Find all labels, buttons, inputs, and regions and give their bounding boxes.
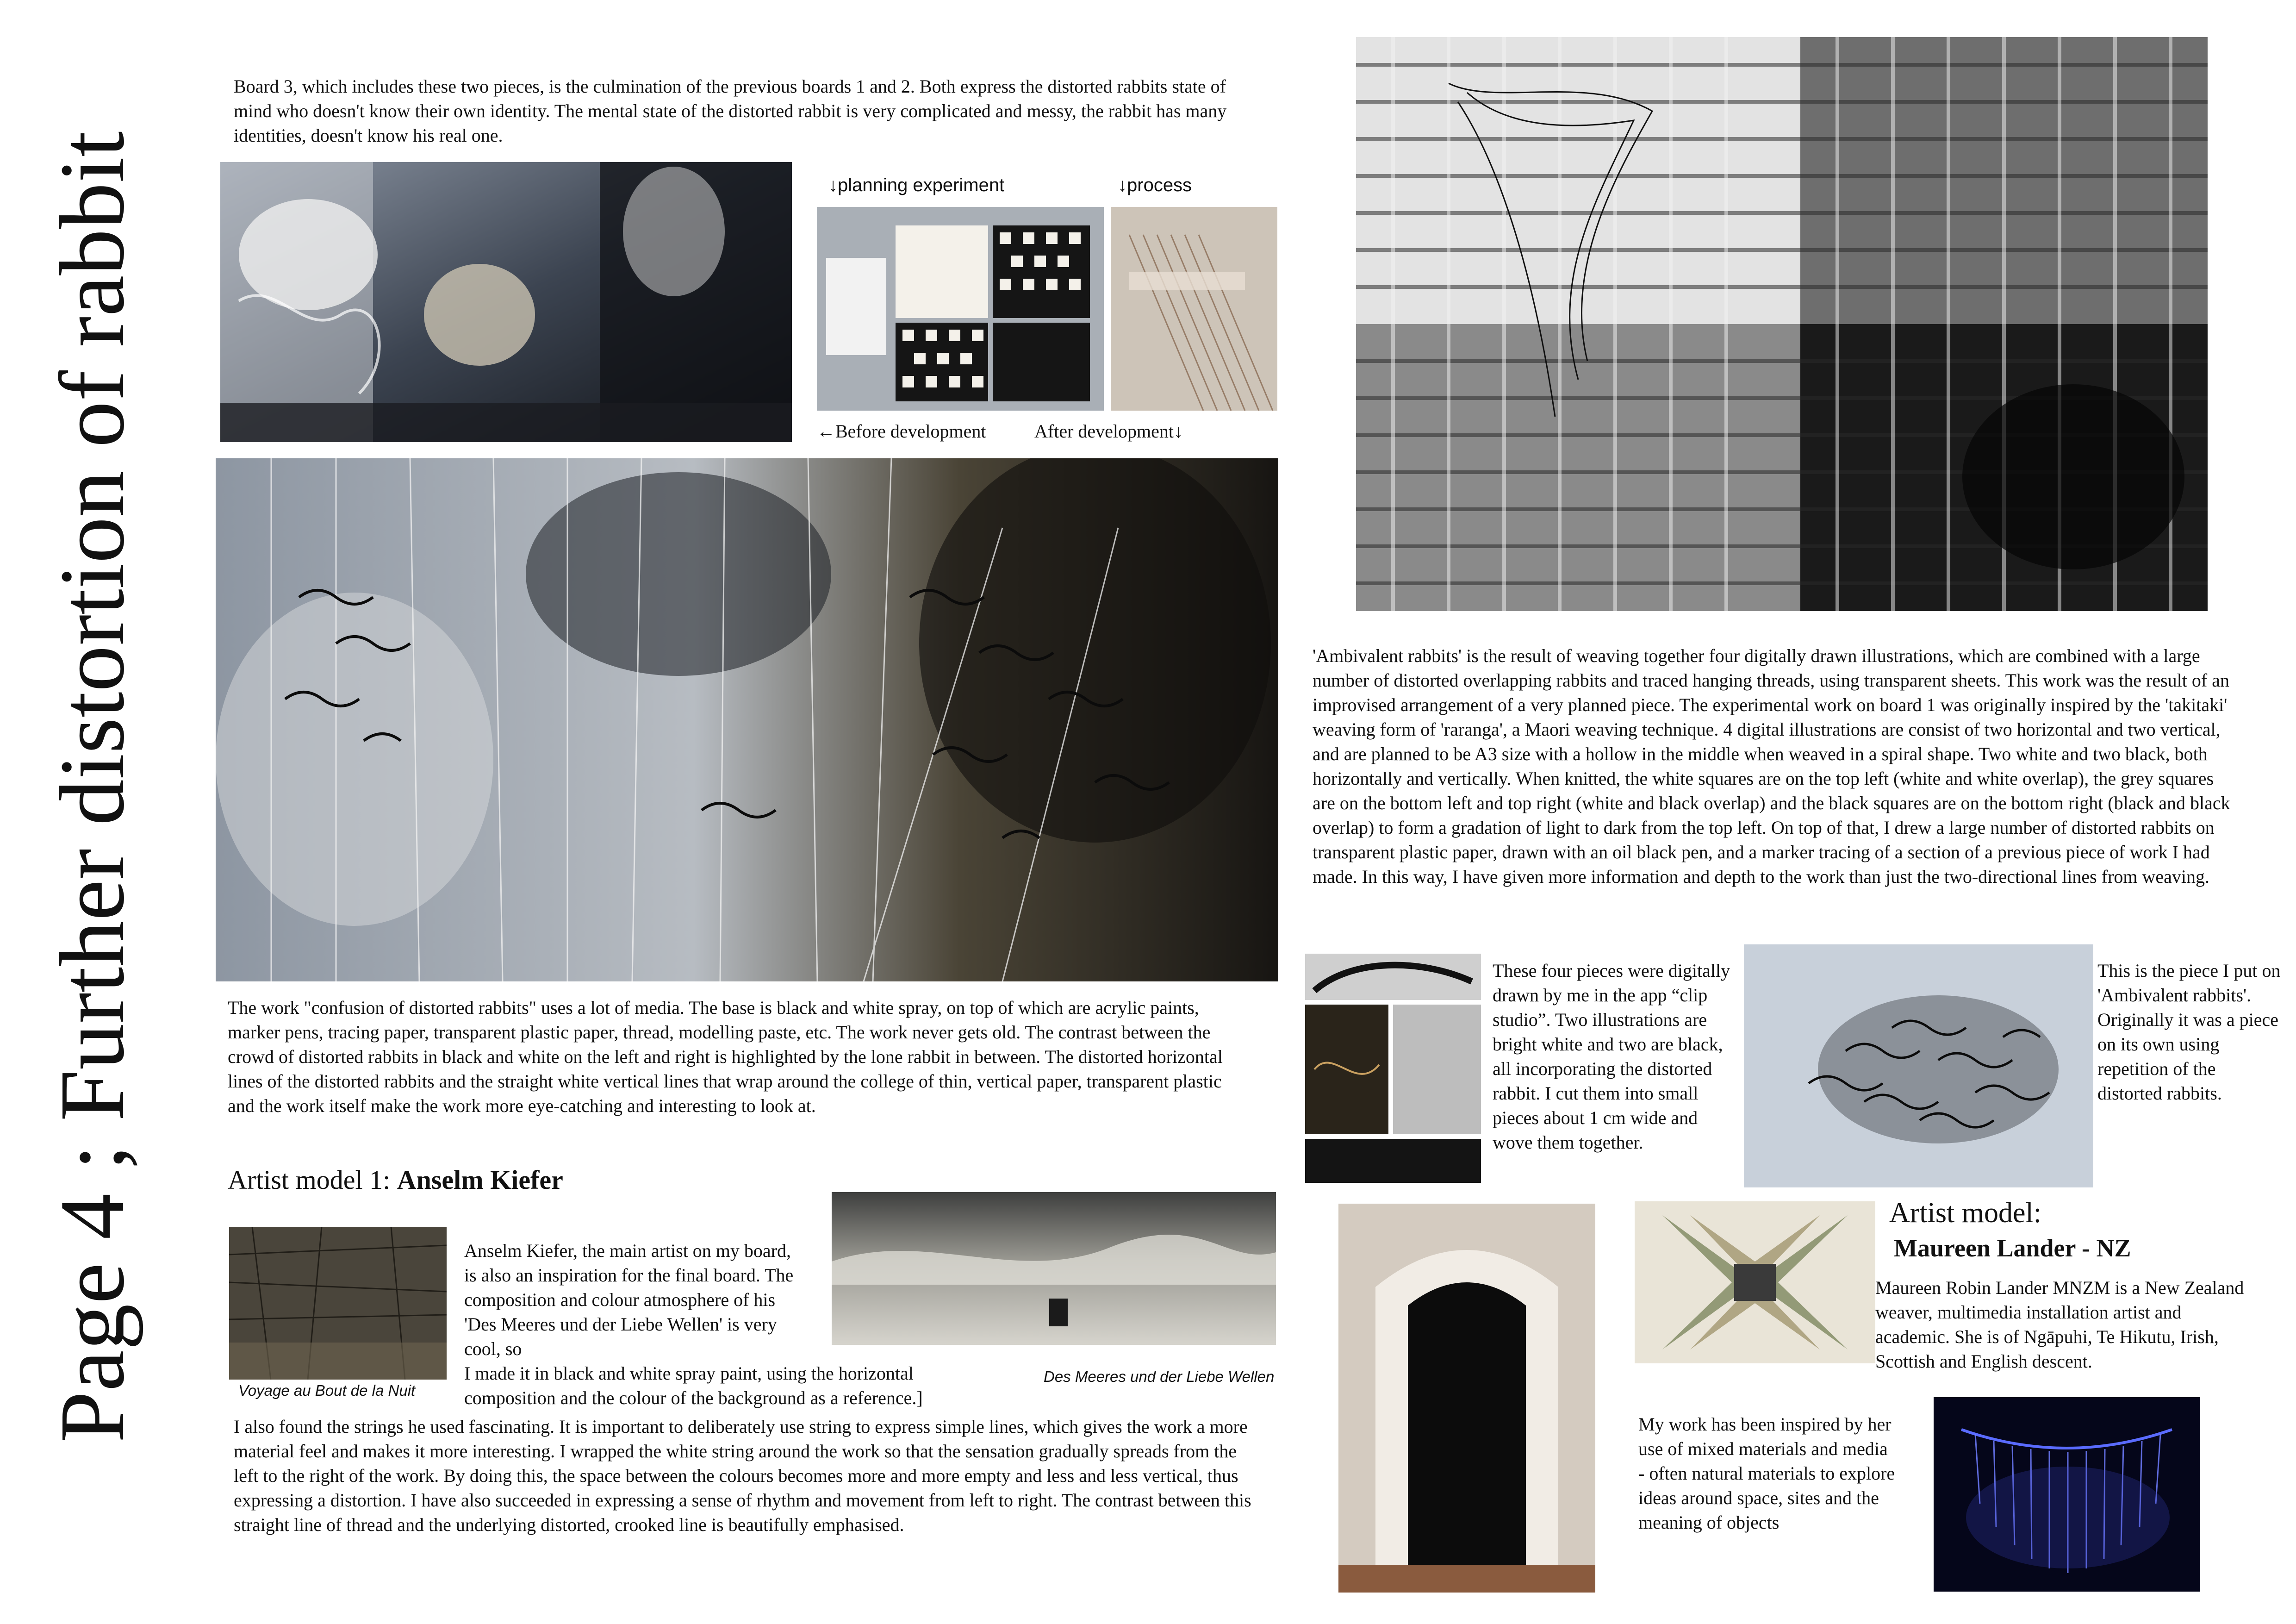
confusion-of-distorted-rabbits-image (216, 458, 1278, 981)
intro-text: Board 3, which includes these two pieces, is the culmination of the previous boards 1 and 2. Both express the distorted rabbits state of mind who doesn't know their own identity. The mental state of the distorted rabbit is very complicated and messy, the rabbit has many identities, doesn't know his real one. (234, 76, 1227, 146)
ambivalent-rabbits-weaving-image (1356, 37, 2208, 611)
kiefer-text-part-b: I made it in black and white spray paint, using the horizontal composition and the colour of the background as a reference.] (464, 1363, 923, 1408)
kiefer-text-part-a: Anselm Kiefer, the main artist on my board, is also an inspiration for the final board. The composition and colour atmosphere of his 'Des Meeres und der Liebe Wellen' is very cool, so (464, 1240, 794, 1359)
voyage-au-bout-de-la-nuit-image (229, 1227, 447, 1380)
lander-bio-text: Maureen Robin Lander MNZM is a New Zealand weaver, multimedia installation artist and academic. She is of Ngāpuhi, Te Hikutu, Irish, Scottish and English descent. (1875, 1277, 2244, 1372)
ambivalent-rabbits-description-text: 'Ambivalent rabbits' is the result of weaving together four digitally drawn illustrations, which are combined with a large number of distorted overlapping rabbits and traced hanging threads, using transparent sheets. This work was the result of an improvised arrangement of a very planned piece. The experimental work on board 1 was originally inspired by the 'takitaki' weaving form of 'raranga', a Maori weaving technique. 4 digital illustrations are consist of two horizontal and two vertical, and are planned to be A3 size with a hollow in the middle when weaved in a spiral shape. Two white and two black, both horizontally and vertically. When knitted, the white squares are on the top left (white and white overlap), the grey squares are on the bottom left and top right (white and black overlap) and the black squares are on the bottom right (black and black overlap) to form a gradation of light to dark from the top left. On top of that, I drew a large number of distorted rabbits on transparent plastic paper, drawn with an oil black pen, and a marker tracing of a section of a previous piece of work I had made. In this way, I have given more information and depth to the work than just the two-directional lines from weaving. (1313, 645, 2230, 887)
four-pieces-description-text: These four pieces were digitally drawn by me in the app “clip studio”. Two illustrations are bright white and two are black, all incorporating the distorted rabbit. I cut them into small pieces about 1 cm wide and wove them together. (1493, 960, 1730, 1153)
distorted-rabbits-drawing-image (1744, 944, 2093, 1187)
artist-model-1-heading (228, 1164, 563, 1195)
artist-model-2-name: Maureen Lander - NZ (1894, 1234, 2131, 1262)
process-label: ↓process (1118, 175, 1192, 195)
lander-inspired-text: My work has been inspired by her use of mixed materials and media - often natural materials to explore ideas around space, sites and the meaning of objects (1638, 1414, 1895, 1533)
planning-experiment-label: ↓planning experiment (828, 175, 1005, 195)
des-meeres-und-der-liebe-wellen-image (832, 1192, 1276, 1345)
artist-model-2-heading: Artist model: (1889, 1197, 2041, 1229)
confusion-description-text: The work "confusion of distorted rabbits" uses a lot of media. The base is black and white spray, on top of which are acrylic paints, marker pens, tracing paper, transparent plastic paper, thread, modelling paste, etc. The work never gets old. The contrast between the crowd of distorted rabbits in black and white on the left and right is highlighted by the lone rabbit in between. The distorted horizontal lines of the distorted rabbits and the straight white vertical lines that wrap around the college of thin, vertical paper, transparent plastic and the work itself make the work more eye-catching and interesting to look at. (228, 997, 1223, 1116)
lander-gallery-installation-image (1338, 1204, 1595, 1593)
strings-description-text: I also found the strings he used fascinating. It is important to deliberately use string to express simple lines, which gives the work a more material feel and makes it more interesting. I wrapped the white string around the work so that the sensation gradually spreads from the left to the right of the work. By doing this, the space between the colours becomes more and more empty and less and less vertical, thus expressing a distortion. I have also succeeded in expressing a sense of rhythm and movement from left to right. The contrast between this straight line of thread and the underlying distorted, crooked line is beautifully emphasised. (234, 1416, 1251, 1535)
artist-model-1-name: Anselm Kiefer (397, 1165, 563, 1195)
four-digital-illustrations-image (1305, 954, 1481, 1183)
collage-artwork-image (220, 162, 792, 442)
piece-description-text: This is the piece I put on 'Ambivalent rabbits'. Originally it was a piece on its own using repetition of the distorted rabbits. (2097, 960, 2281, 1104)
lander-woven-star-image (1635, 1201, 1875, 1363)
after-development-label: After development↓ (1034, 421, 1183, 442)
des-meeres-caption: Des Meeres und der Liebe Wellen (1044, 1368, 1275, 1385)
planning-experiment-image (817, 207, 1104, 411)
artist-model-1-prefix: Artist model 1: (228, 1165, 397, 1195)
before-development-label: ←Before development (817, 421, 986, 442)
page-title: Page 4 ; Further distortion of rabbit (41, 131, 143, 1443)
voyage-caption: Voyage au Bout de la Nuit (238, 1382, 416, 1399)
process-image (1111, 207, 1277, 411)
lander-light-installation-image (1934, 1397, 2200, 1592)
